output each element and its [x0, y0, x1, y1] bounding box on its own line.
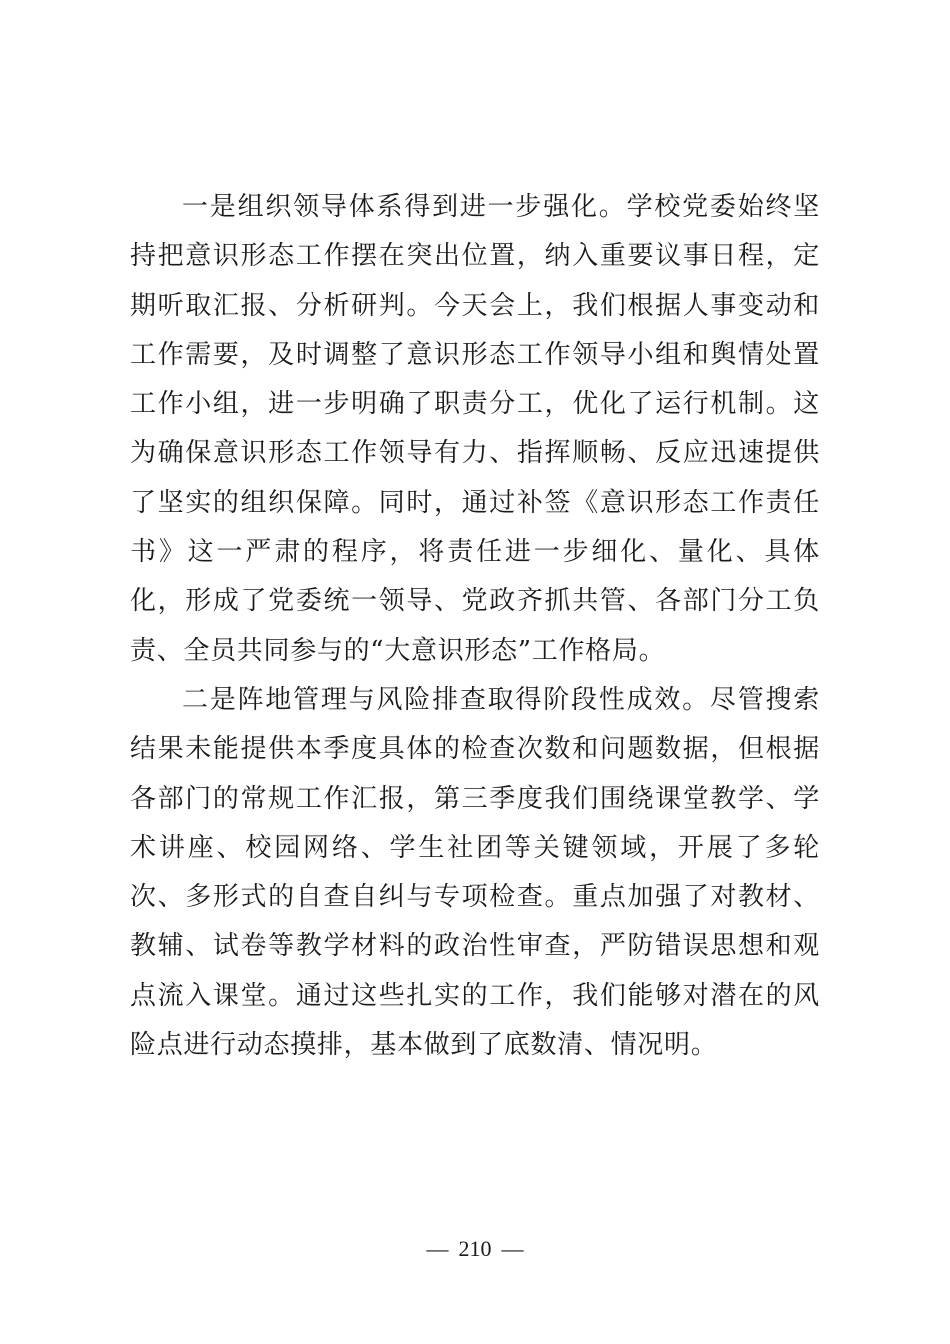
- page-footer: [0, 1236, 950, 1262]
- paragraph-organization-leadership: 一是组织领导体系得到进一步强化。学校党委始终坚持把意识形态工作摆在突出位置，纳入重要议事日程，定期听取汇报、分析研判。今天会上，我们根据人事变动和工作需要，及时调整了意识形态工作领导小组和舆情处置工作小组，进一步明确了职责分工，优化了运行机制。这为确保意识形态工作领导有力、指挥顺畅、反应迅速提供了坚实的组织保障。同时，通过补签《意识形态工作责任书》这一严肃的程序，将责任进一步细化、量化、具体化，形成了党委统一领导、党政齐抓共管、各部门分工负责、全员共同参与的“大意识形态”工作格局。: [130, 192, 820, 666]
- paragraph-position-management: 二是阵地管理与风险排查取得阶段性成效。尽管搜索结果未能提供本季度具体的检查次数和问题数据，但根据各部门的常规工作汇报，第三季度我们围绕课堂教学、学术讲座、校园网络、学生社团等关键领域，开展了多轮次、多形式的自查自纠与专项检查。重点加强了对教材、教辅、试卷等教学材料的政治性审查，严防错误思想和观点流入课堂。通过这些扎实的工作，我们能够对潜在的风险点进行动态摸排，基本做到了底数清、情况明。: [130, 684, 820, 1061]
- footer-dash-right: —: [501, 1236, 524, 1261]
- footer-dash-left: —: [426, 1236, 449, 1261]
- document-body: [130, 183, 820, 1070]
- page-number: 210: [458, 1236, 492, 1261]
